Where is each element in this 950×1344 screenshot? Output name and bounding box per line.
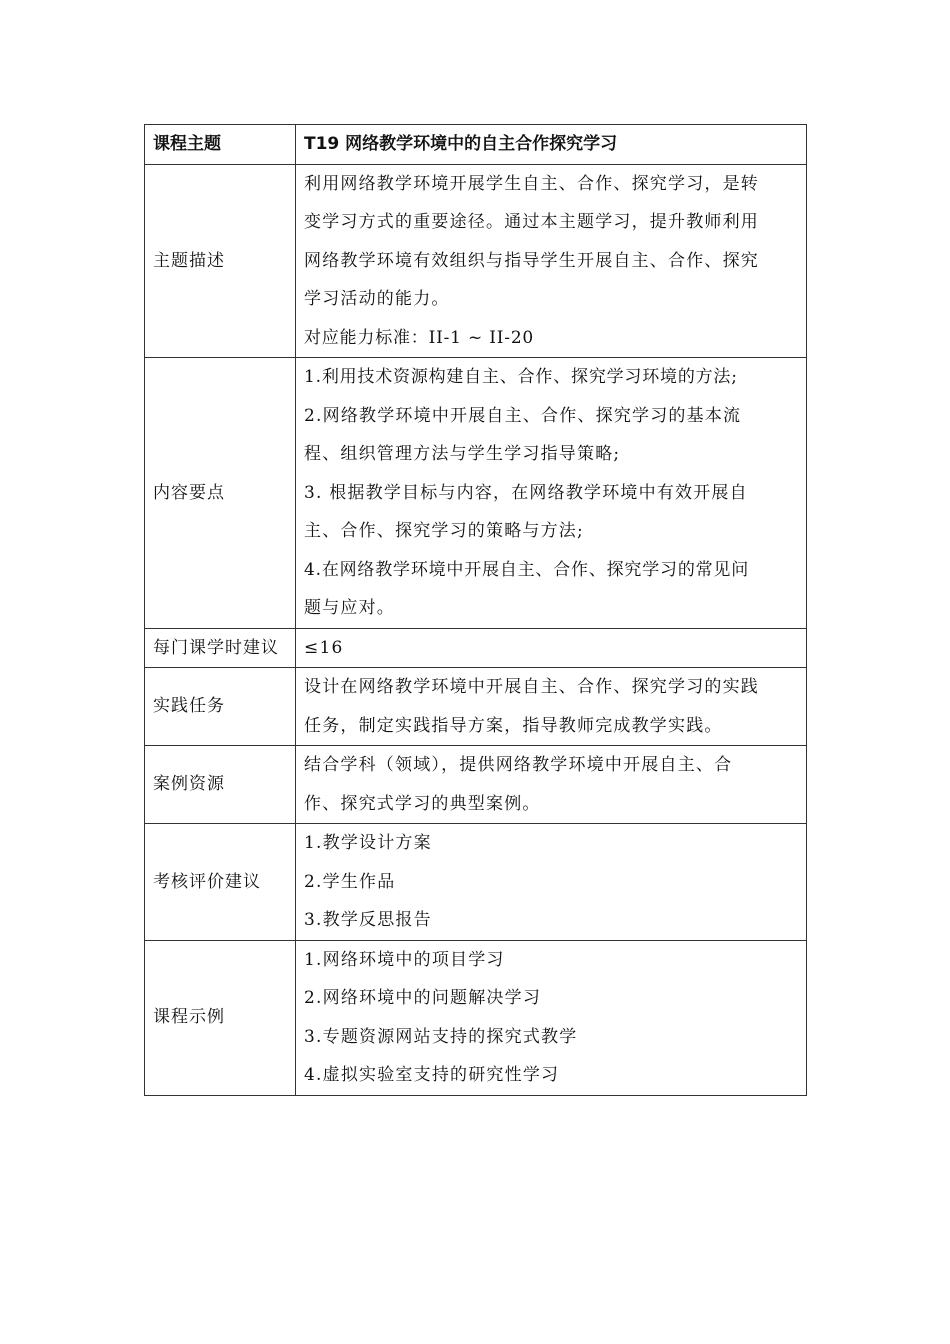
row-content — [296, 746, 807, 824]
content-line: 2.网络环境中的问题解决学习 — [304, 988, 542, 1008]
row-content — [296, 824, 807, 941]
row-content — [296, 628, 807, 668]
content-line: 4.在网络教学环境中开展自主、合作、探究学习的常见问 — [304, 559, 750, 580]
row-content — [296, 668, 807, 746]
course-table — [144, 124, 807, 1096]
content-line: 作、探究式学习的典型案例。 — [304, 793, 541, 814]
content-line: 任务，制定实践指导方案，指导教师完成教学实践。 — [304, 715, 723, 736]
content-line: 1.利用技术资源构建自主、合作、探究学习环境的方法; — [304, 367, 738, 387]
content-line: 3.专题资源网站支持的探究式教学 — [304, 1026, 578, 1047]
row-label: 实践任务 — [145, 668, 296, 746]
row-label: 课程示例 — [145, 940, 296, 1095]
row-label: 考核评价建议 — [145, 824, 296, 941]
row-assessment — [145, 824, 807, 941]
row-practice-task — [145, 668, 807, 746]
row-course-examples — [145, 940, 807, 1095]
row-topic-description — [145, 164, 807, 358]
content-line: 利用网络教学环境开展学生自主、合作、探究学习，是转 — [304, 173, 759, 194]
row-content — [296, 358, 807, 629]
content-line: 网络教学环境有效组织与指导学生开展自主、合作、探究 — [304, 250, 759, 271]
content-line: 设计在网络教学环境中开展自主、合作、探究学习的实践 — [304, 677, 759, 697]
content-line: 1.网络环境中的项目学习 — [304, 949, 505, 970]
content-line: 结合学科（领域），提供网络教学环境中开展自主、合 — [304, 755, 733, 775]
row-case-resources — [145, 746, 807, 824]
content-line: 程、组织管理方法与学生学习指导策略; — [304, 444, 621, 464]
content-line: 3. 根据教学目标与内容，在网络教学环境中有效开展自 — [304, 482, 748, 503]
content-line: 4.虚拟实验室支持的研究性学习 — [304, 1065, 560, 1085]
row-label: 案例资源 — [145, 746, 296, 824]
content-line: 主、合作、探究学习的策略与方法; — [304, 521, 584, 541]
header-label: 课程主题 — [145, 125, 296, 165]
row-label: 每门课学时建议 — [145, 628, 296, 668]
content-line: 3.教学反思报告 — [304, 910, 432, 930]
content-line: 对应能力标准：II-1 ~ II-20 — [304, 327, 535, 348]
content-line: 1.教学设计方案 — [304, 833, 432, 853]
row-key-content — [145, 358, 807, 629]
content-line: 2.网络教学环境中开展自主、合作、探究学习的基本流 — [304, 405, 742, 426]
row-label: 内容要点 — [145, 358, 296, 629]
content-line: ≤16 — [304, 637, 344, 658]
header-row — [145, 125, 807, 165]
row-content — [296, 940, 807, 1095]
content-line: 变学习方式的重要途径。通过本主题学习，提升教师利用 — [304, 212, 759, 232]
content-line: 2.学生作品 — [304, 871, 396, 892]
row-content — [296, 164, 807, 358]
header-value: T19 网络教学环境中的自主合作探究学习 — [296, 125, 807, 165]
row-label: 主题描述 — [145, 164, 296, 358]
content-line: 学习活动的能力。 — [304, 289, 450, 309]
content-line: 题与应对。 — [304, 598, 395, 618]
row-hours — [145, 628, 807, 668]
